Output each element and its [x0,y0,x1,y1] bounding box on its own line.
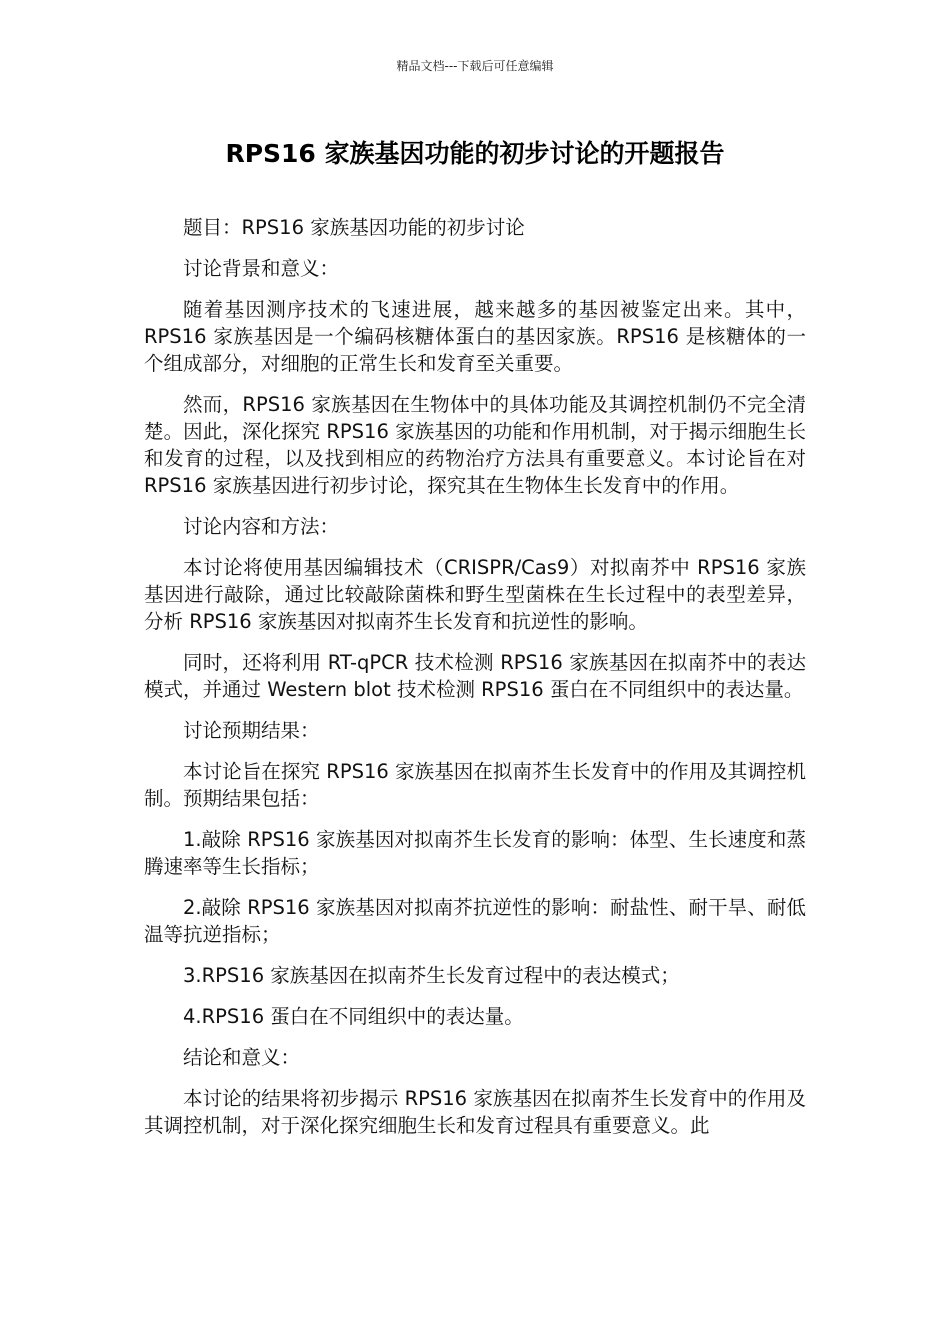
body-paragraph: 本讨论的结果将初步揭示 RPS16 家族基因在拟南芥生长发育中的作用及其调控机制，对于深化探究细胞生长和发育过程具有重要意义。此 [144,1087,806,1137]
body-paragraph: 本讨论将使用基因编辑技术（CRISPR/Cas9）对拟南芥中 RPS16 家族基因进行敲除，通过比较敲除菌株和野生型菌株在生长过程中的表型差异，分析 RPS16 家族基因对拟南芥生长发育和抗逆性的影响。 [144,556,806,633]
page-header-note: 精品文档---下载后可任意编辑 [396,59,554,73]
section-heading-expected-results: 讨论预期结果： [183,719,320,742]
section-heading-background: 讨论背景和意义： [183,257,340,280]
document-body [144,214,806,1153]
list-item: 4.RPS16 蛋白在不同组织中的表达量。 [183,1005,524,1028]
list-item: 3.RPS16 家族基因在拟南芥生长发育过程中的表达模式； [183,964,680,987]
body-paragraph: 然而，RPS16 家族基因在生物体中的具体功能及其调控机制仍不完全清楚。因此，深化探究 RPS16 家族基因的功能和作用机制，对于揭示细胞生长和发育的过程，以及找到相应的药物治疗方法具有重要意义。本讨论旨在对 RPS16 家族基因进行初步讨论，探究其在生物体生长发育中的作用。 [144,393,806,497]
list-item: 1.敲除 RPS16 家族基因对拟南芥生长发育的影响：体型、生长速度和蒸腾速率等生长指标； [144,828,806,878]
topic-line: 题目：RPS16 家族基因功能的初步讨论 [183,216,525,239]
body-paragraph: 随着基因测序技术的飞速进展，越来越多的基因被鉴定出来。其中，RPS16 家族基因是一个编码核糖体蛋白的基因家族。RPS16 是核糖体的一个组成部分，对细胞的正常生长和发育至关重要。 [144,298,806,375]
body-paragraph: 同时，还将利用 RT-qPCR 技术检测 RPS16 家族基因在拟南芥中的表达模式，并通过 Western blot 技术检测 RPS16 蛋白在不同组织中的表达量。 [144,651,806,701]
document-title: RPS16 家族基因功能的初步讨论的开题报告 [225,139,725,168]
section-heading-conclusion: 结论和意义： [183,1046,301,1069]
list-item: 2.敲除 RPS16 家族基因对拟南芥抗逆性的影响：耐盐性、耐干旱、耐低温等抗逆指标； [144,896,806,946]
body-paragraph: 本讨论旨在探究 RPS16 家族基因在拟南芥生长发育中的作用及其调控机制。预期结果包括： [144,760,806,810]
section-heading-methods: 讨论内容和方法： [183,515,340,538]
